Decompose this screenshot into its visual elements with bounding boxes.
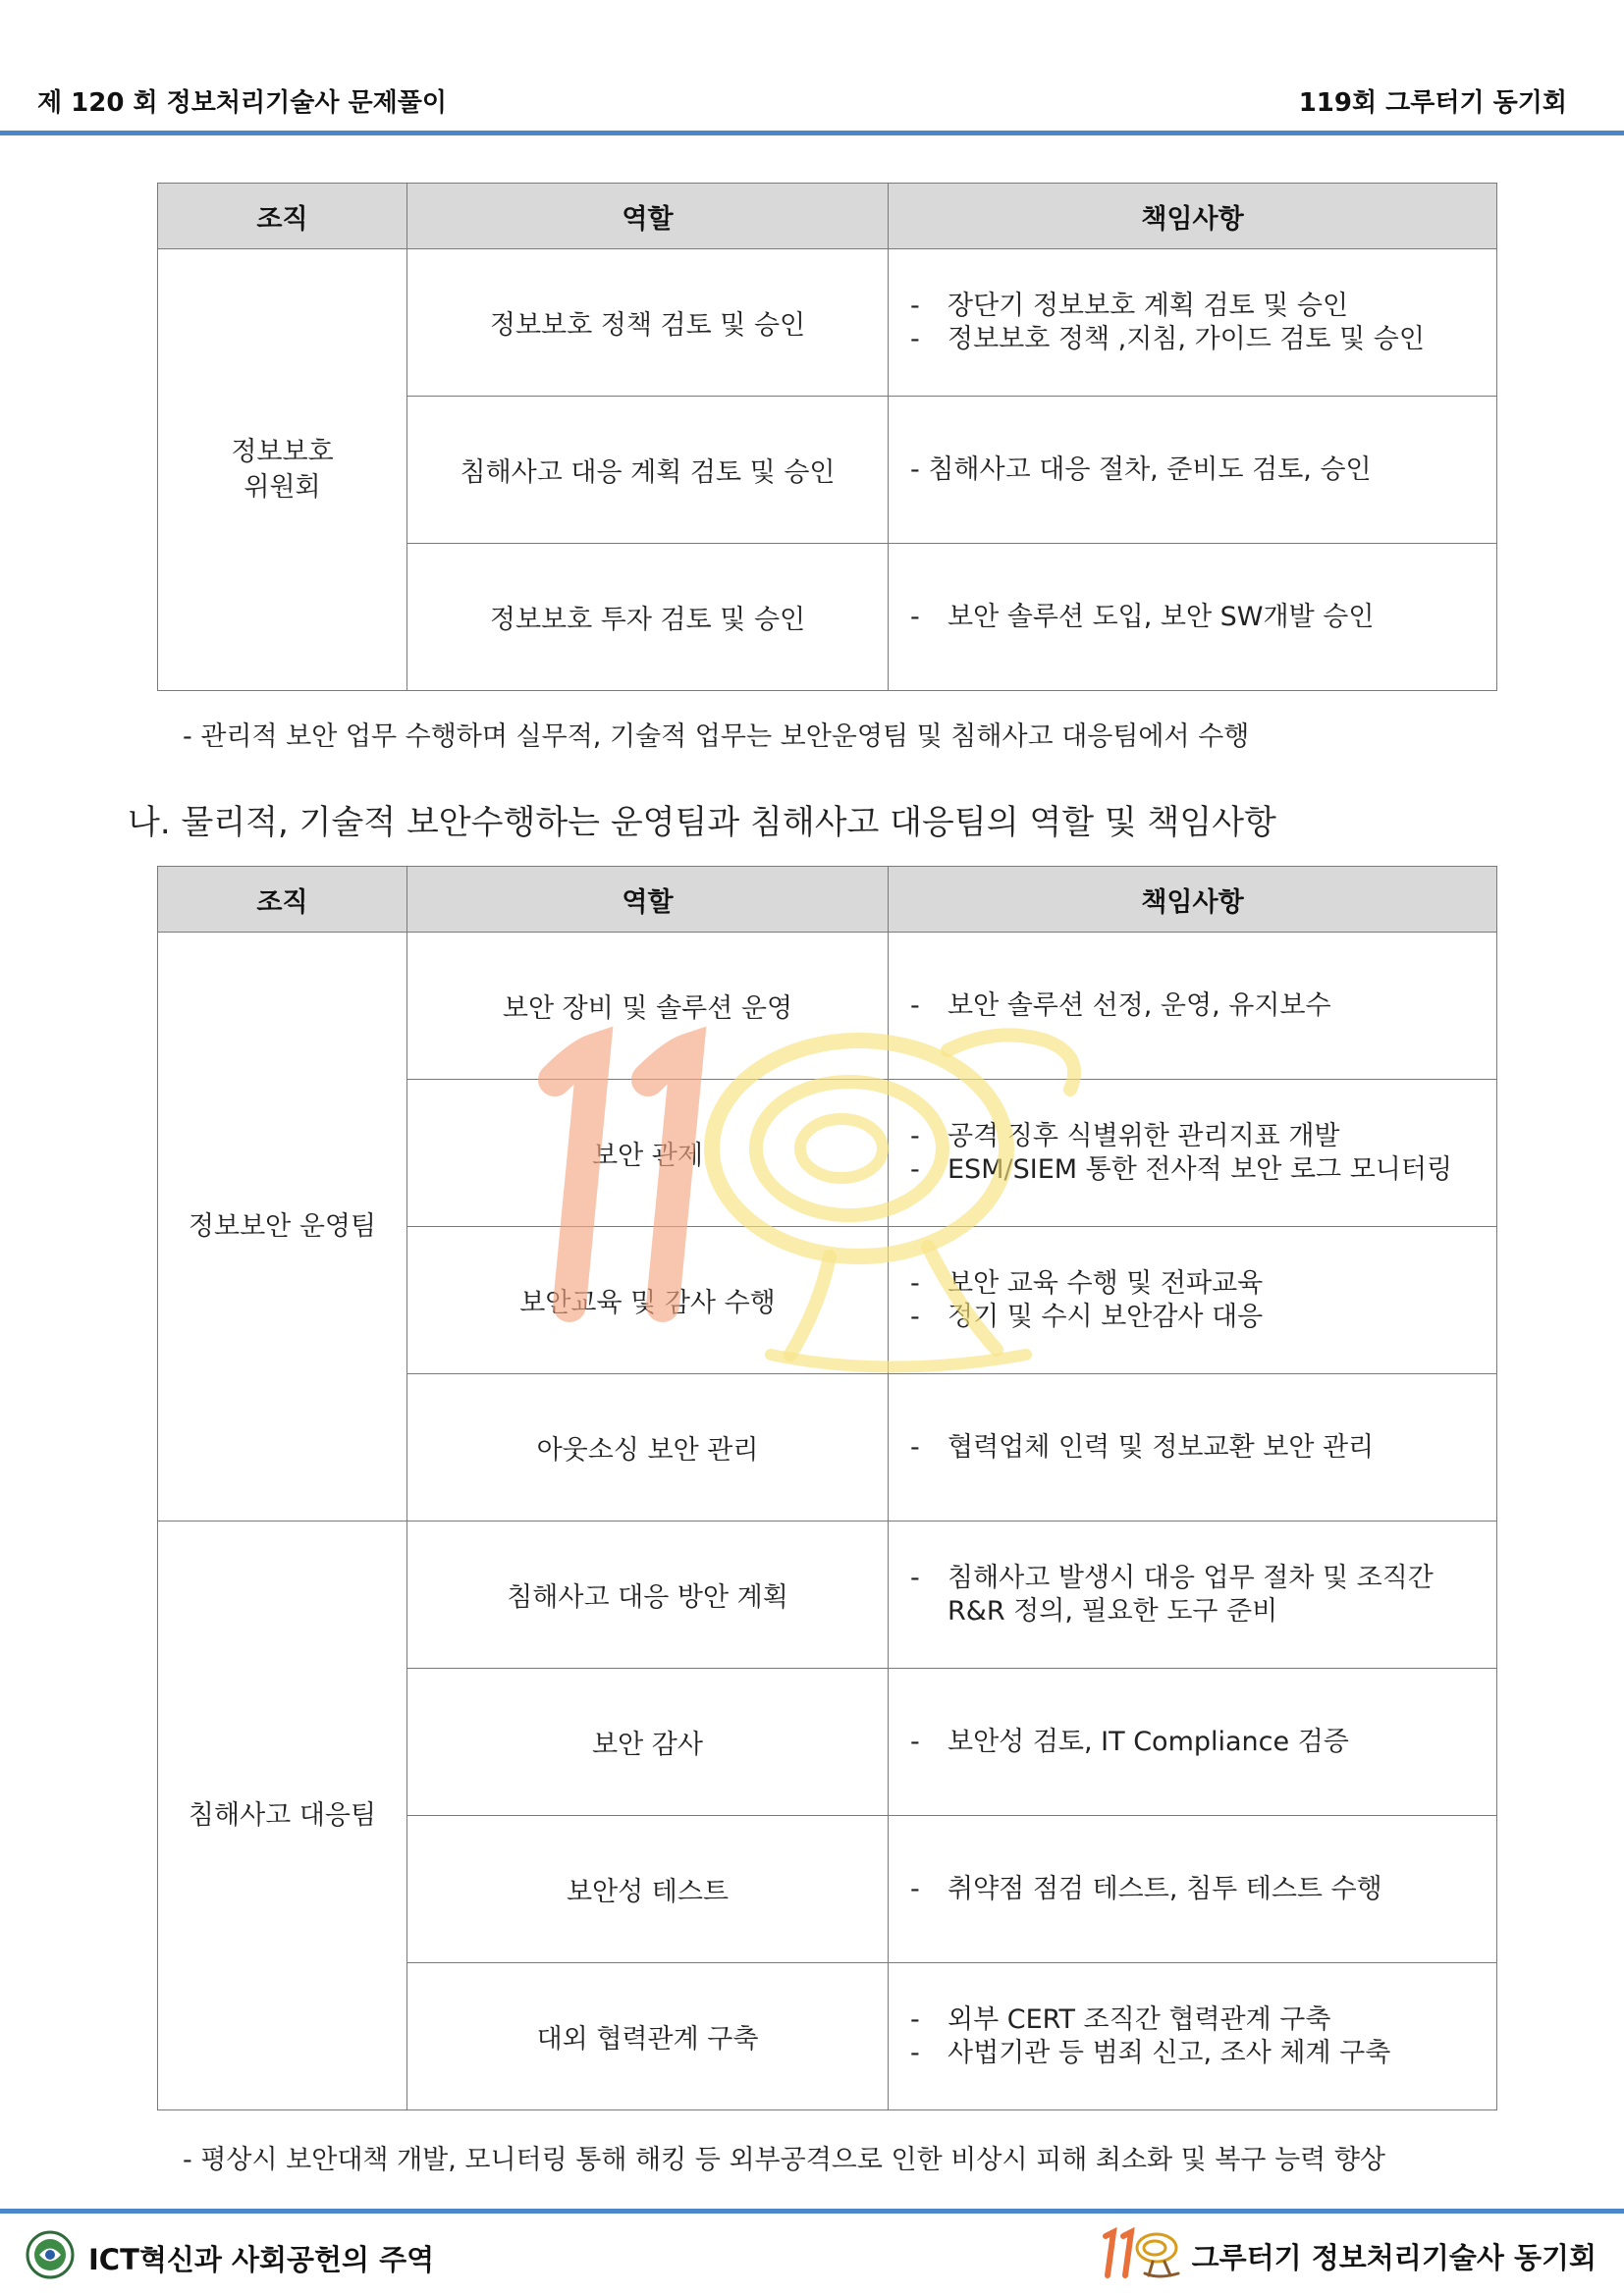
role-cell: 정보보호 정책 검토 및 승인 bbox=[407, 249, 889, 397]
responsibility-text: 보안성 검토, IT Compliance 검증 bbox=[947, 1726, 1349, 1757]
responsibility-cell bbox=[889, 249, 1497, 397]
responsibility-text: 보안 솔루션 선정, 운영, 유지보수 bbox=[947, 989, 1331, 1021]
column-header-org: 조직 bbox=[158, 867, 407, 933]
responsibility-cell bbox=[889, 1374, 1497, 1522]
bullet-dash: - bbox=[910, 601, 920, 632]
column-header-role: 역할 bbox=[407, 867, 889, 933]
footer-slogan: ICT혁신과 사회공헌의 주역 bbox=[88, 2243, 435, 2276]
bullet-dash: - bbox=[910, 1726, 920, 1757]
responsibility-cell bbox=[889, 1522, 1497, 1669]
responsibility-text: 사법기관 등 범죄 신고, 조사 체계 구축 bbox=[947, 2037, 1391, 2068]
role-cell: 정보보호 투자 검토 및 승인 bbox=[407, 544, 889, 691]
bullet-dash: - bbox=[910, 2003, 920, 2035]
bullet-dash: - bbox=[910, 1153, 920, 1185]
responsibility-text: 보안 솔루션 도입, 보안 SW개발 승인 bbox=[947, 601, 1375, 632]
header-title: 제 120 회 정보처리기술사 문제풀이 bbox=[37, 88, 447, 118]
responsibility-cell bbox=[889, 933, 1497, 1080]
responsibility-cell bbox=[889, 1669, 1497, 1816]
role-cell: 침해사고 대응 계획 검토 및 승인 bbox=[407, 397, 889, 544]
table-row bbox=[158, 1522, 1497, 1669]
responsibility-text: 침해사고 발생시 대응 업무 절차 및 조직간 bbox=[947, 1562, 1434, 1593]
column-header-role: 역할 bbox=[407, 184, 889, 249]
operations-roles-table bbox=[157, 866, 1497, 2110]
column-header-responsibility: 책임사항 bbox=[889, 867, 1497, 933]
bullet-dash: - bbox=[910, 290, 920, 321]
header-rule bbox=[0, 131, 1624, 135]
responsibility-text: 정보보호 정책 ,지침, 가이드 검토 및 승인 bbox=[947, 323, 1425, 354]
bullet-dash: - bbox=[910, 1873, 920, 1904]
bullet-dash: - bbox=[910, 2037, 920, 2068]
responsibility-cell bbox=[889, 397, 1497, 544]
org-cell: 침해사고 대응팀 bbox=[158, 1522, 407, 2110]
responsibility-text: 취약점 점검 테스트, 침투 테스트 수행 bbox=[947, 1873, 1382, 1904]
responsibility-cell bbox=[889, 1227, 1497, 1374]
circle-logo-icon bbox=[26, 2230, 75, 2279]
committee-roles-table bbox=[157, 183, 1497, 691]
column-header-org: 조직 bbox=[158, 184, 407, 249]
table-header-row bbox=[158, 184, 1497, 249]
responsibility-text: - 침해사고 대응 절차, 준비도 검토, 승인 bbox=[910, 454, 1372, 485]
responsibility-text: 공격 징후 식별위한 관리지표 개발 bbox=[947, 1120, 1340, 1151]
footer-group-name: 그루터기 정보처리기술사 동기회 bbox=[1191, 2241, 1597, 2274]
role-cell: 보안 감사 bbox=[407, 1669, 889, 1816]
section-heading: 나. 물리적, 기술적 보안수행하는 운영팀과 침해사고 대응팀의 역할 및 책임사항 bbox=[128, 803, 1276, 842]
role-cell: 보안교육 및 감사 수행 bbox=[407, 1227, 889, 1374]
table-header-row bbox=[158, 867, 1497, 933]
responsibility-cell bbox=[889, 1816, 1497, 1963]
table-row bbox=[158, 933, 1497, 1080]
table2-note: - 평상시 보안대책 개발, 모니터링 통해 해킹 등 외부공격으로 인한 비상시 피해 최소화 및 복구 능력 향상 bbox=[183, 2145, 1386, 2175]
footer-rule bbox=[0, 2209, 1624, 2214]
responsibility-cell bbox=[889, 544, 1497, 691]
page-header bbox=[0, 0, 1624, 137]
bullet-dash: - bbox=[910, 323, 920, 354]
table-row bbox=[158, 249, 1497, 397]
responsibility-cell bbox=[889, 1080, 1497, 1227]
bullet-dash: - bbox=[910, 1562, 920, 1593]
bullet-dash: - bbox=[910, 1120, 920, 1151]
role-cell: 보안성 테스트 bbox=[407, 1816, 889, 1963]
bullet-dash: - bbox=[910, 1301, 920, 1332]
responsibility-text: ESM/SIEM 통한 전사적 보안 로그 모니터링 bbox=[947, 1153, 1453, 1185]
responsibility-text: R&R 정의, 필요한 도구 준비 bbox=[947, 1595, 1278, 1627]
bullet-dash: - bbox=[910, 1431, 920, 1463]
responsibility-cell bbox=[889, 1963, 1497, 2110]
role-cell: 침해사고 대응 방안 계획 bbox=[407, 1522, 889, 1669]
responsibility-text: 외부 CERT 조직간 협력관계 구축 bbox=[947, 2003, 1331, 2035]
11-watermark-icon bbox=[1100, 2224, 1188, 2281]
bullet-dash: - bbox=[910, 989, 920, 1021]
page-footer bbox=[0, 2209, 1624, 2296]
org-name-line: 위원회 bbox=[244, 471, 321, 503]
org-name-line: 정보보호 bbox=[231, 436, 334, 467]
responsibility-text: 보안 교육 수행 및 전파교육 bbox=[947, 1267, 1264, 1299]
bullet-dash: - bbox=[910, 1267, 920, 1299]
header-group-name: 119회 그루터기 동기회 bbox=[1298, 88, 1567, 118]
responsibility-text: 협력업체 인력 및 정보교환 보안 관리 bbox=[947, 1431, 1375, 1463]
org-cell: 정보보안 운영팀 bbox=[158, 933, 407, 1522]
responsibility-text: 정기 및 수시 보안감사 대응 bbox=[947, 1301, 1264, 1332]
table1-note: - 관리적 보안 업무 수행하며 실무적, 기술적 업무는 보안운영팀 및 침해사고 대응팀에서 수행 bbox=[183, 721, 1250, 752]
role-cell: 보안 장비 및 솔루션 운영 bbox=[407, 933, 889, 1080]
role-cell: 대외 협력관계 구축 bbox=[407, 1963, 889, 2110]
role-cell: 보안 관제 bbox=[407, 1080, 889, 1227]
column-header-responsibility: 책임사항 bbox=[889, 184, 1497, 249]
role-cell: 아웃소싱 보안 관리 bbox=[407, 1374, 889, 1522]
responsibility-text: 장단기 정보보호 계획 검토 및 승인 bbox=[947, 290, 1349, 321]
org-cell bbox=[158, 249, 407, 691]
